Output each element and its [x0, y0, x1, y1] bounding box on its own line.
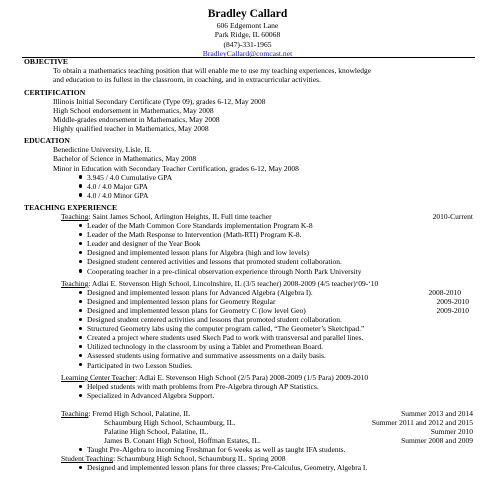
objective-line: and education to its fullest in the classroom, in coaching, and in extracurricular activities.	[53, 75, 321, 85]
address-line-1: 606 Edgemont Lane	[216, 21, 279, 30]
job-bullet: Leader of the Math Common Core Standards implementation Program K-8	[24, 221, 473, 230]
job-header	[24, 373, 473, 382]
job-row	[24, 427, 473, 436]
job-label: Teaching	[61, 279, 89, 289]
bullet-text: Designed and implemented lesson plans for Geometry C (low level Geo)	[87, 306, 306, 316]
job-bullet	[24, 297, 473, 306]
job-bullet: Helped students with math problems from Pre-Algebra through AP Statistics.	[24, 382, 473, 391]
job-row	[24, 418, 473, 427]
job-bullet: Designed and implemented lesson plans for Algebra (high and low levels)	[24, 248, 473, 257]
gpa-bullet: 3.945 / 4.0 Cumulative GPA	[24, 173, 473, 182]
phone-number: (847)-331-1965	[223, 39, 272, 49]
candidate-name: Bradley Callard	[207, 8, 288, 20]
job-row	[24, 436, 473, 445]
job-school: Fremd High School, Palatine, IL	[92, 409, 191, 419]
bullet-date: 2009-2010	[436, 297, 469, 307]
job-bullet	[24, 306, 473, 315]
gpa-bullet: 4.0 / 4.0 Major GPA	[24, 182, 473, 191]
bullet-date: 2009-2010	[436, 306, 469, 316]
job-description: : Saint James School, Arlington Heights, IL Full time teacher	[88, 212, 272, 222]
education-line: Benedictine University, Lisle, IL	[53, 145, 152, 155]
experience-heading: TEACHING EXPERIENCE	[24, 203, 118, 213]
objective-heading: OBJECTIVE	[24, 57, 68, 66]
job-school: Schaumburg High School, Schaumburg, IL.	[104, 418, 236, 428]
job-header	[24, 454, 473, 463]
education-line: Bachelor of Science in Mathematics, May 2008	[53, 154, 197, 164]
job-bullet: Designed and implemented lesson plans for three classes; Pre-Calculus, Geometry, Algebra I.	[24, 463, 473, 472]
job-bullet: Assessed students using formative and summative assessments on a daily basis.	[24, 351, 473, 360]
job-bullet	[24, 288, 473, 297]
job-bullet: Designed student centered activities and lessons that promoted student collaboration.	[24, 257, 473, 266]
job-school: Palatine High School, Palatine, IL.	[104, 427, 209, 437]
job-dates: Summer 2008 and 2009	[401, 436, 473, 446]
job-label: Teaching	[61, 212, 89, 222]
job-label: Teaching	[61, 409, 89, 419]
job-dates: Summer 2011 and 2012 and 2015	[371, 418, 473, 428]
job-bullet: Cooperating teacher in a pre-clinical observation experience through North Park University	[24, 267, 473, 276]
job-description: : Schaumburg High School, Schaumburg IL. Spring 2008	[113, 454, 286, 464]
resume-header	[0, 8, 495, 59]
email-link[interactable]: BradleyCallard@comcast.net	[202, 49, 293, 59]
job-school: James B. Conant High School, Hoffman Estates, IL.	[104, 436, 261, 446]
job-bullet: Designed student centered activities and lessons that promoted student collaboration.	[24, 315, 473, 324]
job-bullet: Taught Pre-Algebra to incoming Freshman for 6 weeks as well as taught IFA students.	[24, 445, 473, 454]
job-row: Teaching: Fremd High School, Palatine, IL Summer 2013 and 2014	[61, 409, 473, 419]
job-bullet: Utilized technology in the classroom by using a Tablet and Promethean Board.	[24, 342, 473, 351]
objective-line: To obtain a mathematics teaching position that will enable me to use my teaching experiences, knowledge	[53, 66, 372, 76]
certification-heading: CERTIFICATION	[24, 87, 86, 97]
bullet-text: Designed and implemented lesson plans for Geometry Regular	[87, 297, 276, 307]
job-dates: Summer 2010	[430, 427, 473, 437]
bullet-date: 2008-2010	[428, 288, 461, 298]
job-label: Student Teaching	[61, 454, 114, 464]
certification-item: Highly qualified teacher in Mathematics, May 2008	[53, 123, 209, 133]
resume-body	[24, 57, 473, 473]
job-header	[24, 212, 473, 221]
job-bullet: Leader of the Math Response to Intervention (Math-RTI) Program K-8.	[24, 230, 473, 239]
job-label: Learning Center Teacher	[61, 373, 136, 383]
job-description: : Adlai E. Stevenson High School (2/5 Para) 2008-2009 (1/5 Para) 2009-2010	[135, 373, 369, 383]
certification-item: Middle-grades endorsement in Mathematics, May 2008	[53, 114, 220, 124]
job-bullet: Specialized in Advanced Algebra Support.	[24, 391, 473, 400]
job-header	[24, 279, 473, 288]
gpa-bullet: 4.0 / 4.0 Minor GPA	[24, 191, 473, 200]
bullet-text: Designed and implemented lesson plans for Advanced Algebra (Algebra I).	[87, 288, 313, 298]
job-bullet: Structured Geometry labs using the computer program called, “The Geometer’s Sketchpad.”	[24, 324, 473, 333]
job-bullet: Leader and designer of the Year Book	[24, 239, 473, 248]
job-description: : Adlai E. Stevenson High School, Lincolnshire, IL (3/5 teacher) 2008-2009 (4/5 teacher)‘09-‘10	[88, 279, 379, 289]
job-dates: 2010-Current	[432, 212, 473, 222]
job-bullet: Participated in two Lesson Studies.	[24, 361, 473, 370]
education-heading: EDUCATION	[24, 136, 70, 146]
certification-item: High School endorsement in Mathematics, May 2008	[53, 105, 214, 115]
address-line-2: Park Ridge, IL 60068	[214, 30, 281, 40]
certification-item: Illinois Initial Secondary Certificate (Type 09), grades 6-12, May 2008	[53, 96, 266, 106]
job-bullet: Created a project where students used Skech Pad to work with transversal and parallel lines.	[24, 333, 473, 342]
job-dates: Summer 2013 and 2014	[401, 409, 473, 419]
education-line: Minor in Education with Secondary Teacher Certification, grades 6-12, May 2008	[53, 163, 299, 173]
